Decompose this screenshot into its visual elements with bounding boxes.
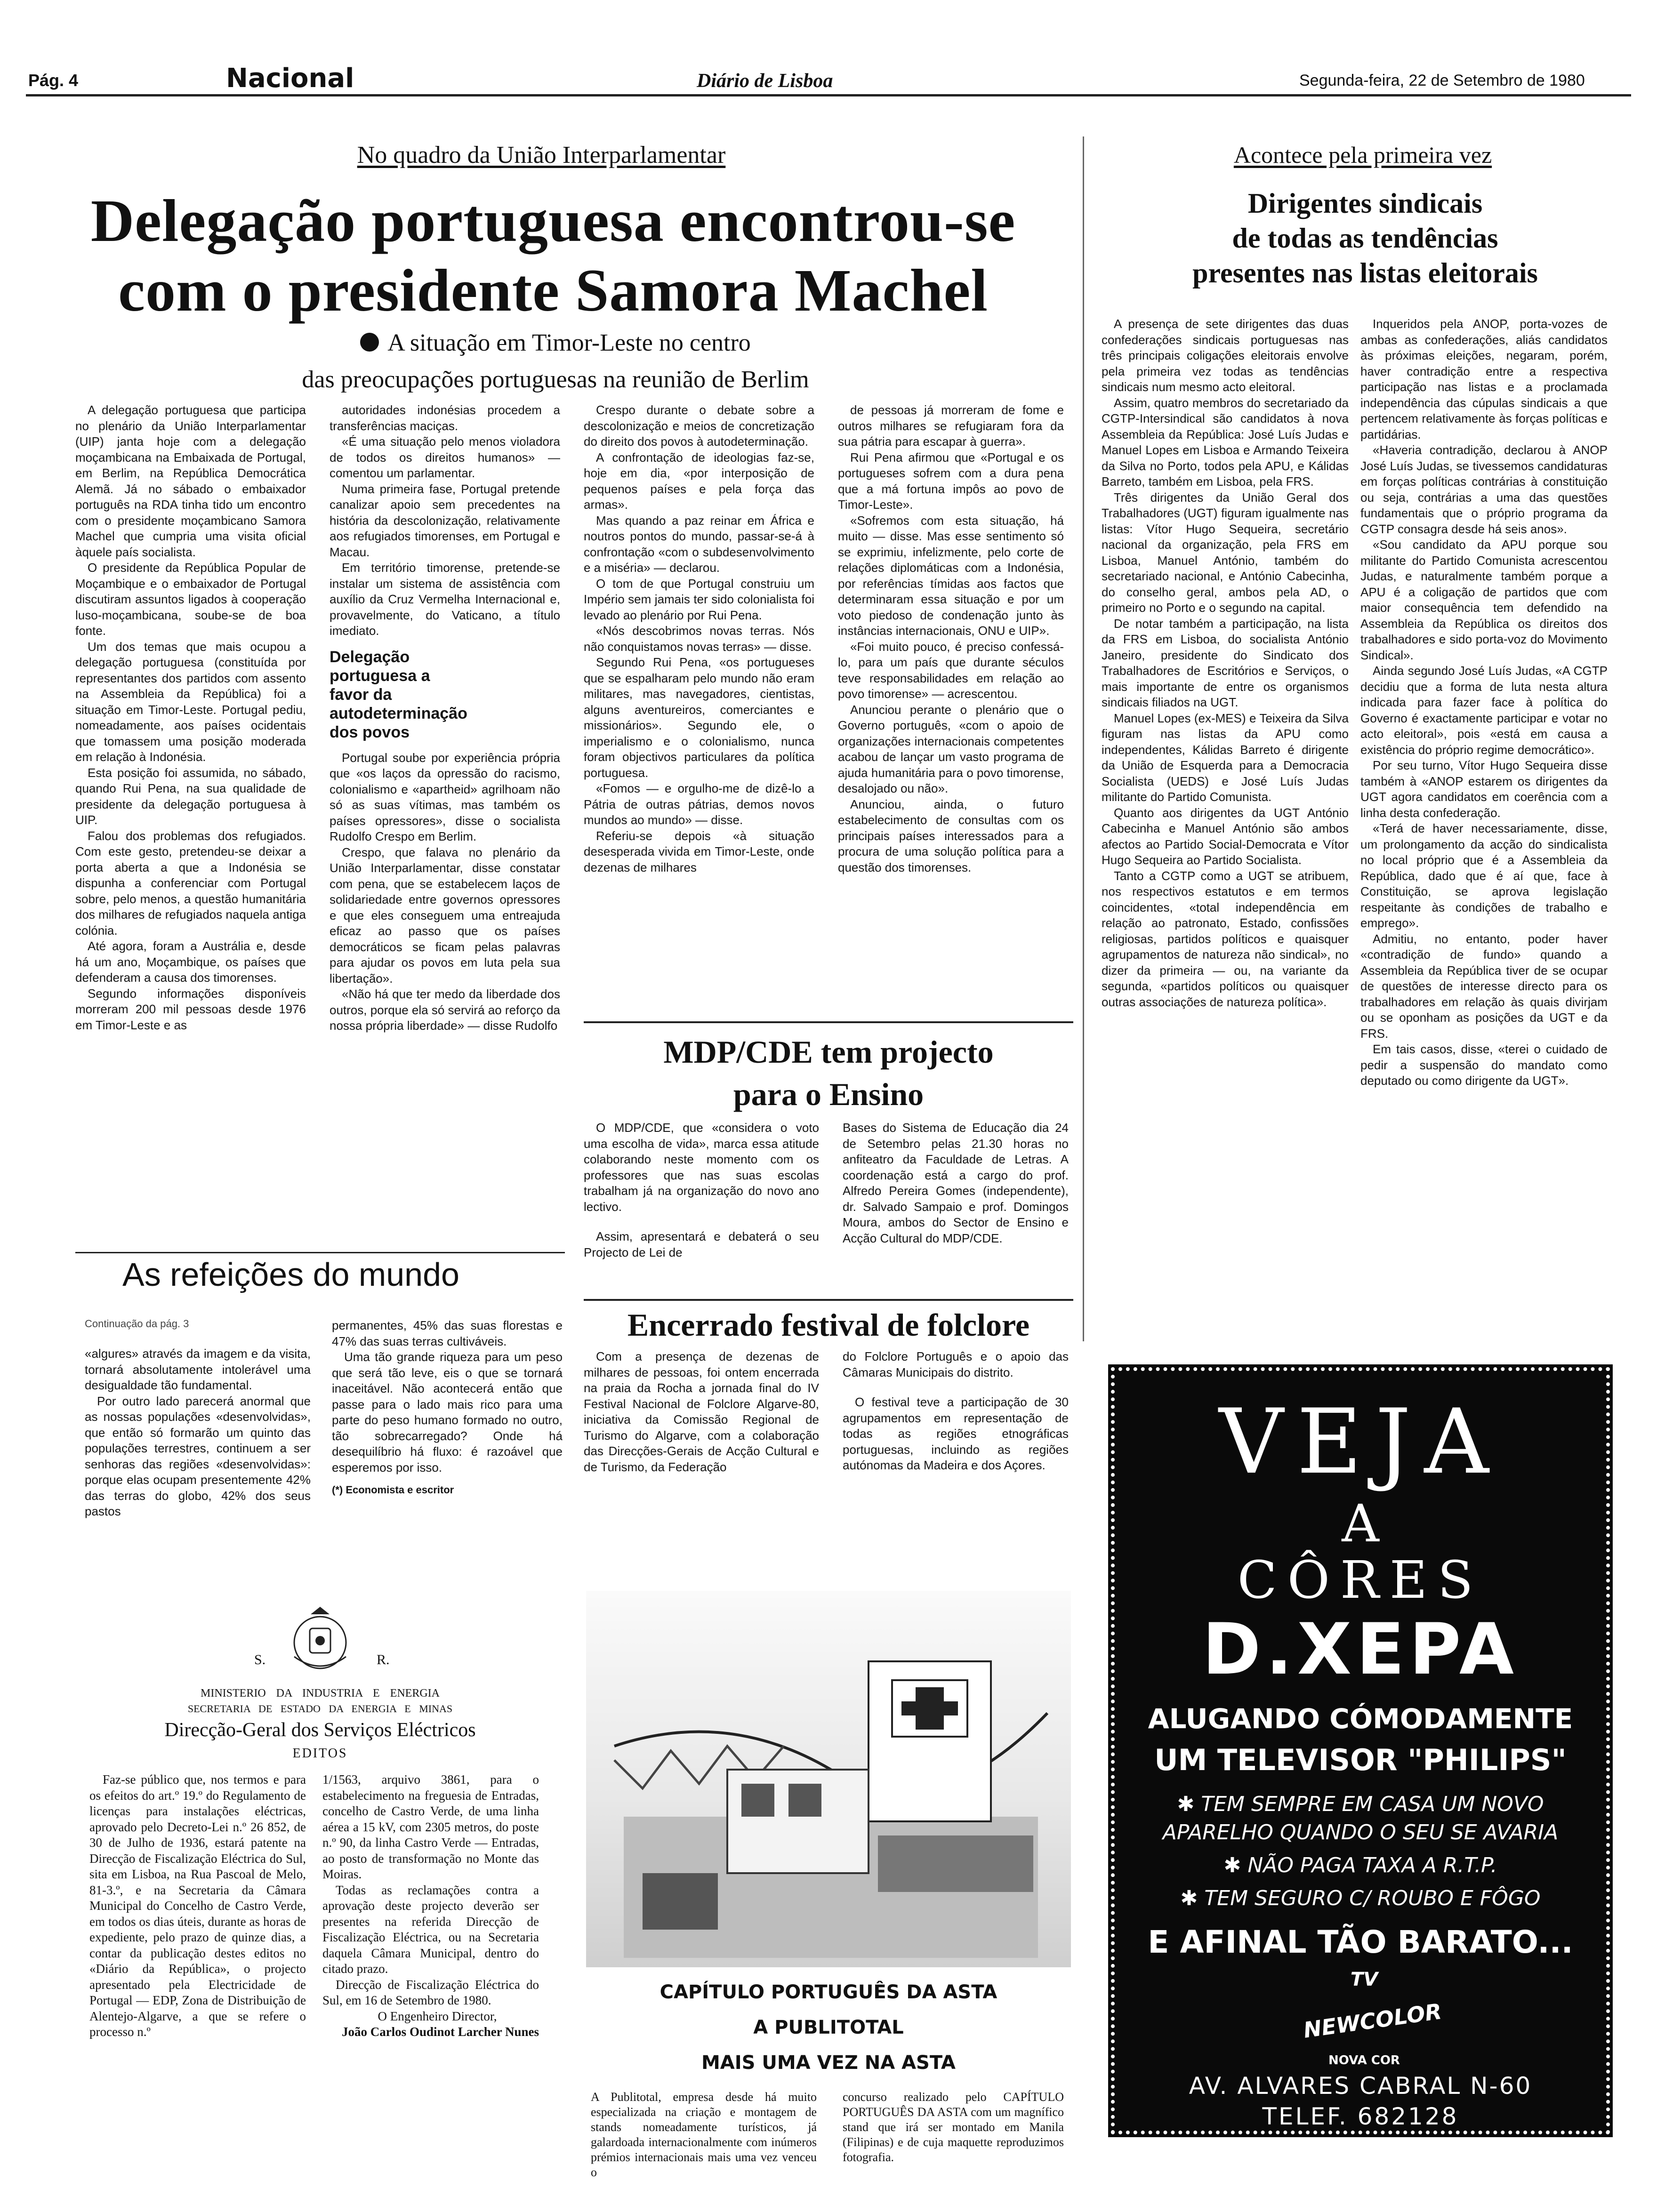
right-headline-line3: presentes nas listas eleitorais [1192,257,1538,289]
logo-tv: TV [1350,1969,1378,1990]
author-credit: (*) Economista e escritor [332,1484,454,1496]
main-deck-line1: A situação em Timor-Leste no centro [387,329,751,356]
ad-bullet: ✱ TEM SEMPRE EM CASA UM NOVO [1177,1792,1544,1816]
paragraph: Três dirigentes da União Geral dos Trabalhadores (UGT) figuram igualmente nas listas: Vítor Hugo Sequeira, secretário nacional da organização, pela FRS em Lisboa, Manuel António, também do secretariado nacional, e António Cabecinha, do conselho geral, ambos pela AD, o primeiro no Porto e o segundo na capital. [1102,490,1349,615]
paragraph: Direcção de Fiscalização Eléctrica do Sul, em 16 de Setembro de 1980. [322,1977,539,2007]
stand-illustration [586,1591,1071,1967]
paragraph: «Sou candidato da APU porque sou militante do Partido Comunista acrescentou Judas, e naturalmente também porque a APU é a coligação de partidos que com maior consequência tem defendido na Assembleia da República os direitos dos trabalhadores e sido porta-voz do Movimento Sindical». [1360,537,1608,662]
star-icon: ✱ [1177,1792,1195,1816]
ad-line: CÔRES [1237,1550,1484,1610]
ad-bullet: ✱ NÃO PAGA TAXA A R.T.P. [1223,1853,1497,1877]
main-deck [179,325,932,398]
paragraph: Assim, apresentará e debaterá o seu Projecto de Lei de [584,1229,819,1259]
paragraph: O presidente da República Popular de Moçambique e o embaixador de Portugal discutiram assuntos ligados à cooperação luso-moçambicana, soube-se de boa fonte. [75,561,306,638]
main-col-2 [330,402,560,1034]
ad-address: AV. ALVARES CABRAL N-60 [1189,2072,1532,2100]
paragraph: O festival teve a participação de 30 agrupamentos em representação de todas as regiões etnográficas portuguesas, incluindo as regiões autónomas da Madeira e dos Açores. [843,1395,1069,1472]
main-col-4 [838,402,1064,875]
right-kicker: Acontece pela primeira vez [1233,142,1492,168]
paragraph: Inqueridos pela ANOP, porta-vozes de ambas as confederações, aliás candidatos às próximas eleições, negaram, porém, haver contradição entre a respectiva participação nas listas e a proclamada independência das cúpulas sindicais a que pertencem relativamente às forças políticas e partidárias. [1360,317,1608,441]
asta-col-2: concurso realizado pelo CAPÍTULO PORTUGUÊS DA ASTA com um magnífico stand que irá ser montado em Manila (Filipinas) e de cuja maquette reproduzimos fotografia. [843,2090,1064,2164]
paragraph: De notar também a participação, na lista da FRS em Lisboa, do socialista António Janeiro, presidente do Sindicato dos Trabalhadores de Escritórios e Serviços, o mais importante de entre os organismos sindicais filiados na UGT. [1102,616,1349,709]
paragraph: Com a presença de dezenas de milhares de pessoas, foi ontem encerrada na praia da Rocha a jornada final do IV Festival Nacional de Folclore Algarve-80, iniciativa da Comissão Regional de Turismo do Algarve, com a colaboração das Direcções-Gerais de Acção Cultural e de Turismo, da Federação [584,1349,819,1474]
coat-of-arms-icon [282,1605,358,1675]
paragraph: Em tais casos, disse, «terei o cuidado de pedir a suspensão do mandato como deputado ou como dirigente da UGT». [1360,1042,1608,1088]
rule [75,1252,565,1253]
logo-sub: NOVA COR [1328,2053,1400,2068]
paragraph: O tom de que Portugal construiu um Império sem jamais ter sido colonialista foi levado ao plenário por Rui Pena. [584,576,814,622]
crest-letter: S. [254,1652,266,1667]
paragraph: Faz-se público que, nos termos e para os efeitos do art.º 19.º do Regulamento de licenças para instalações eléctricas, aprovado pelo Decreto-Lei n.º 26 852, de 30 de Julho de 1936, estará patente na Direcção de Fiscalização Eléctrica do Sul, sita em Lisboa, na Rua Pascoal de Melo, 81-3.º, e na Secretaria da Câmara Municipal do Concelho de Castro Verde, em todos os dias úteis, durante as horas de expediente, pelo prazo de quinze dias, a contar da publicação destes editos no «Diário da República», o projecto apresentado pela Electricidade de Portugal — EDP, Zona de Distribuição de Alentejo-Algarve, a que se refere o processo n.º [89,1772,306,2039]
paragraph: Assim, quatro membros do secretariado da CGTP-Intersindical são candidatos à nova Assembleia da República: José Luís Judas e Manuel Lopes em Lisboa e Armando Teixeira da Silva no Porto, todos pela APU, e Kálidas Barreto, também em Lisboa, pela FRS. [1102,395,1349,489]
paragraph: Tanto a CGTP como a UGT se atribuem, nos respectivos estatutos e em termos coincidentes, «total independência em relação ao patronato, Estado, confissões religiosas, partidos políticos e quaisquer agrupamentos de natureza não sindical», no dizer da primeira — ou, na variante da segunda, «partidos políticos ou quaisquer outras associações de natureza política». [1102,868,1349,1009]
paragraph: Manuel Lopes (ex-MES) e Teixeira da Silva figuram nas listas da APU como independentes, Kálidas Barreto é dirigente da União de Esquerda para a Democracia Socialista (UEDS) e José Luís Judas militante do Partido Comunista. [1102,711,1349,804]
paragraph: Mas quando a paz reinar em África e noutros pontos do mundo, passar-se-á à confrontação «com o subdesenvolvimento e a miséria» — declarou. [584,513,814,575]
ad-line: E AFINAL TÃO BARATO... [1148,1924,1573,1960]
right-headline [1102,186,1629,290]
paragraph: «Haveria contradição, declarou à ANOP José Luís Judas, se tivessemos candidaturas em forças políticas contrárias à constituição ou seja, contrárias a uma das questões fundamentais que o próprio programa da CGTP consagra desde há seis anos». [1360,443,1608,536]
logo-name: NEWCOLOR [1302,1998,1443,2043]
newcolor-logo [1302,1969,1443,2068]
mdp-headline-line2: para o Ensino [733,1076,924,1112]
header-rule [26,94,1631,96]
refeicoes-col-2 [332,1318,563,1498]
ad-phone: TELEF. 682128 [1262,2103,1459,2130]
mdp-col-1 [584,1120,819,1260]
paragraph: Bases do Sistema de Educação dia 24 de Setembro pelas 21.30 horas no anfiteatro da Faculdade de Letras. A coordenação está a cargo do prof. Alfredo Pereira Gomes (independente), dr. Salvado Sampaio e prof. Domingos Moura, ambos do Sector de Ensino e Acção Cultural do MDP/CDE. [843,1121,1069,1245]
mdp-headline-line1: MDP/CDE tem projecto [663,1034,994,1070]
continuation-note: Continuação da pág. 3 [85,1318,189,1330]
directorate-title: Direcção-Geral dos Serviços Eléctricos [164,1719,476,1741]
paragraph: «Sofremos com esta situação, há muito — disse. Mas esse sentimento só se exprimiu, infelizmente, pelo corte de relações diplomáticas com a Indonésia, por referências tímidas aos factos que determinaram essa situação e por um voto piedoso de condenação junto às instâncias internacionais, ONU e UIP». [838,513,1064,638]
signature-name: João Carlos Oudinot Larcher Nunes [341,2025,539,2039]
column-divider [1083,136,1084,1341]
main-headline [71,186,1036,325]
paragraph: Até agora, foram a Austrália e, desde há um ano, Moçambique, os países que defenderam a causa dos timorenses. [75,939,306,985]
paragraph: Ainda segundo José Luís Judas, «A CGTP decidiu que a forma de luta nesta altura indicada para fazer face à política do Governo é exactamente participar e votar no acto eleitoral», pois «está em causa a existência do próprio regime democrático». [1360,664,1608,757]
paragraph: «Nós descobrimos novas terras. Nós não conquistamos novas terras» — disse. [584,624,814,654]
bullet-icon [360,333,379,352]
mdp-col-2 [843,1120,1069,1246]
paragraph: Rui Pena afirmou que «Portugal e os portugueses sofrem com a dura pena que a má fortuna impôs ao povo de Timor-Leste». [838,450,1064,512]
paragraph: Quanto aos dirigentes da UGT António Cabecinha e Manuel António são ambos afectos ao Partido Social-Democrata e Vítor Hugo Sequeira ao Partido Socialista. [1102,805,1349,867]
paragraph: autoridades indonésias procedem a transferências maciças. [330,403,560,433]
paragraph: «Terá de haver necessariamente, disse, um prolongamento da acção do sindicalista no local próprio que é a Assembleia da República, dado que é aí que, face à Constituição, se aprova legislação respeitante às condições de trabalho e emprego». [1360,821,1608,930]
right-headline-line2: de todas as tendências [1232,223,1498,254]
ministry-line: SECRETARIA DE ESTADO DA ENERGIA E MINAS [187,1703,453,1715]
paragraph: Crespo, que falava no plenário da União Interparlamentar, disse constatar com pena, que se estabelecem laços de solidariedade entre governos opressores e que eles conseguem uma entreajuda eficaz ao passo que os países democráticos se ficam pelas palavras para ajudar os povos em luta pela sua libertação». [330,845,560,986]
paragraph: permanentes, 45% das suas florestas e 47% das suas terras cultiváveis. [332,1318,563,1348]
mdp-headline [584,1031,1073,1115]
asta-col-1: A Publitotal, empresa desde há muito especializada na criação e montagem de stands nomeadamente turísticos, já galardoada internacionalmente com inúmeros prémios internacionais mais uma vez venceu o [591,2090,817,2179]
paragraph: Todas as reclamações contra a aprovação deste projecto deverão ser presentes na referida Direcção de Fiscalização Eléctrica, ou na Secretaria daquela Câmara Municipal, dentro do citado prazo. [322,1883,539,1976]
paragraph: 1/1563, arquivo 3861, para o estabelecimento na freguesia de Entradas, concelho de Castro Verde, de uma linha aérea a 15 kV, com 2305 metros, do poste n.º 90, da linha Castro Verde — Entradas, ao posto de transformação no Monte das Moiras. [322,1772,539,1881]
paragraph: Por outro lado parecerá anormal que as nossas populações «desenvolvidas», que então só formarão um quinto das populações terrestres, continuem a ser senhoras das regiões «desenvolvidas»: porque elas ocupam presentemente 42% das terras do globo, 42% dos seus pastos [85,1394,311,1518]
paragraph: Falou dos problemas dos refugiados. Com este gesto, pretendeu-se deixar a porta aberta a que a Indonésia se dispunha a conferenciar com Portugal sobre, pelo menos, a questão humanitária dos milhares de refugiados naquela antiga colónia. [75,828,306,938]
refeicoes-col-1 [85,1346,311,1520]
ad-brand: D.XEPA [1202,1609,1519,1691]
festival-col-2 [843,1349,1069,1474]
right-col-2 [1360,316,1608,1089]
signature-title: O Engenheiro Director, [378,2009,497,2023]
festival-headline: Encerrado festival de folclore [627,1307,1030,1343]
edital-title: EDITOS [292,1746,348,1761]
paragraph: «Fomos — e orgulho-me de dizê-lo a Pátria de outras pátrias, demos novos mundos ao mundo» — disse. [584,781,814,827]
refeicoes-title: As refeições do mundo [122,1256,459,1293]
paragraph: «Não há que ter medo da liberdade dos outros, porque ela só servirá ao reforço da nossa própria liberdade» — disse Rudolfo [330,987,560,1033]
paragraph: «algures» através da imagem e da visita, tornará absolutamente intolerável uma desigualdade tão fundamental. [85,1346,311,1392]
asta-line: A PUBLITOTAL [753,2017,904,2038]
star-icon: ✱ [1180,1886,1198,1910]
paragraph: A confrontação de ideologias faz-se, hoje em dia, «por interposição de pequenos países e pela força das armas». [584,450,814,512]
paragraph: Um dos temas que mais ocupou a delegação portuguesa (constituída por representantes dos partidos com assento na Assembleia da República) foi a situação em Timor-Leste. Portugal pediu, nomeadamente, aos países ocidentais que tomassem uma posição moderada em relação à Indonésia. [75,639,306,764]
ad-headline: VEJA [1219,1390,1502,1494]
rule [584,1021,1073,1023]
asta-line: MAIS UMA VEZ NA ASTA [701,2052,956,2074]
edital-col-1 [89,1772,306,2040]
crest-letter: R. [377,1652,390,1667]
paragraph: do Folclore Português e o apoio das Câmaras Municipais do distrito. [843,1349,1069,1379]
paragraph: A presença de sete dirigentes das duas confederações sindicais portuguesas nas três principais coligações eleitorais envolve pela primeira vez todas as tendências sindicais num mesmo acto eleitoral. [1102,317,1349,394]
ad-line: A [1342,1493,1379,1554]
main-headline-line2: com o presidente Samora Machel [118,257,988,324]
paragraph: O MDP/CDE, que «considera o voto uma escolha de vida», marca essa atitude colaborando neste momento com os professores que nas suas escolas trabalham já na organização do novo ano lectivo. [584,1121,819,1214]
main-headline-line1: Delegação portuguesa encontrou-se [90,187,1016,254]
festival-col-1 [584,1349,819,1475]
paragraph: Crespo durante o debate sobre a descolonização e meios de concretização do direito dos povos à autodeterminação. [584,403,814,449]
paragraph: Admitiu, no entanto, poder haver «contradição de fundo» quando a Assembleia da República tiver de se ocupar de questões de interesse directo para os trabalhadores em relação às quais divirjam ou se oponham as posições da UGT e da FRS. [1360,931,1608,1041]
subheading: Delegação portuguesa a favor da autodeterminação dos povos [330,648,467,741]
paragraph: Por seu turno, Vítor Hugo Sequeira disse também à «ANOP estarem os dirigentes da UGT agora candidatos em coerência com a linha desta confederação. [1360,758,1608,820]
section-name: Nacional [226,63,354,94]
paragraph: «É uma situação pelo menos violadora de todos os direitos humanos» — comentou um parlamentar. [330,434,560,480]
ad-bullet: APARELHO QUANDO O SEU SE AVARIA [1162,1820,1559,1844]
paragraph: Portugal soube por experiência própria que «os laços da opressão do racismo, colonialismo e «apartheid» agrilhoam não só as suas vítimas, mas também os países opressores», disse o socialista Rudolfo Crespo em Berlim. [330,750,560,843]
asta-photo [586,1591,1071,1967]
paragraph: A delegação portuguesa que participa no plenário da União Interparlamentar (UIP) janta hoje com a delegação moçambicana na Embaixada de Portugal, em Berlim, na República Democrática Alemã. Já no sábado o embaixador português na RDA tinha tido um encontro com o presidente moçambicano Samora Machel que cumpria uma visita oficial àquele país socialista. [75,403,306,559]
right-headline-line1: Dirigentes sindicais [1247,188,1483,219]
main-col-3 [584,402,814,875]
paragraph: Anunciou perante o plenário que o Governo português, «com o apoio de organizações internacionais competentes acabou de lançar um vasto programa de ajuda humanitária para o povo timorense, desalojado ou não». [838,702,1064,795]
paragraph: Segundo informações disponíveis morreram 200 mil pessoas desde 1976 em Timor-Leste e as [75,986,306,1032]
rule [584,1299,1073,1301]
paragraph: «Foi muito pouco, é preciso confessá-lo, para um país que durante séculos teve responsabilidades em relação ao povo timorense» — acrescentou. [838,639,1064,701]
ad-bullet: ✱ TEM SEGURO C/ ROUBO E FÔGO [1180,1886,1541,1910]
xepa-ad [1111,1367,1610,2134]
ad-line: UM TELEVISOR "PHILIPS" [1154,1743,1567,1777]
ad-line: ALUGANDO CÓMODAMENTE [1148,1703,1573,1735]
paragraph: Referiu-se depois «à situação desesperada vivida em Timor-Leste, onde dezenas de milhares [584,828,814,874]
issue-date: Segunda-feira, 22 de Setembro de 1980 [1299,72,1585,89]
paragraph: Esta posição foi assumida, no sábado, quando Rui Pena, na sua qualidade de presidente da delegação portuguesa à UIP. [75,765,306,827]
star-icon: ✱ [1223,1853,1241,1877]
right-col-1 [1102,316,1349,1010]
asta-line: CAPÍTULO PORTUGUÊS DA ASTA [660,1981,997,2003]
paragraph: Em território timorense, pretende-se instalar um sistema de assistência com auxílio da Cruz Vermelha Internacional e, provavelmente, do Vaticano, a título imediato. [330,561,560,638]
edital-col-2 [322,1772,539,2040]
newspaper-name: Diário de Lisboa [697,70,833,92]
paragraph: Segundo Rui Pena, «os portugueses que se espalharam pelo mundo não eram militares, mas navegadores, cientistas, alguns aventureiros, comerciantes e missionários». Segundo ele, o imperialismo e o colonialismo, nunca foram objectivos particulares da política portuguesa. [584,655,814,780]
edital-box [75,1595,565,2137]
main-kicker: No quadro da União Interparlamentar [357,142,726,168]
ministry-line: MINISTERIO DA INDUSTRIA E ENERGIA [201,1687,440,1699]
paragraph: Uma tão grande riqueza para um peso que será tão leve, eis o que se tornará inaceitável. Não acontecerá então que passe para o lado mais rico para uma parte do peso humano formado no outro, tão sobrecarregado? Onde há desequilíbrio há fluxo: é razoável que esperemos por isso. [332,1350,563,1475]
page-number: Pág. 4 [28,71,79,90]
paragraph: Numa primeira fase, Portugal pretende canalizar apoio sem precedentes na história da descolonização, relativamente aos refugiados timorenses, em Portugal e Macau. [330,481,560,559]
paragraph: de pessoas já morreram de fome e outros milhares se refugiaram fora da sua pátria para escapar à guerra». [838,403,1064,449]
main-col-1 [75,402,306,1033]
main-deck-line2: das preocupações portuguesas na reunião de Berlim [302,366,809,393]
paragraph: Anunciou, ainda, o futuro estabelecimento de consultas com os principais países interessados para a procura de uma solução política para a questão dos timorenses. [838,797,1064,874]
